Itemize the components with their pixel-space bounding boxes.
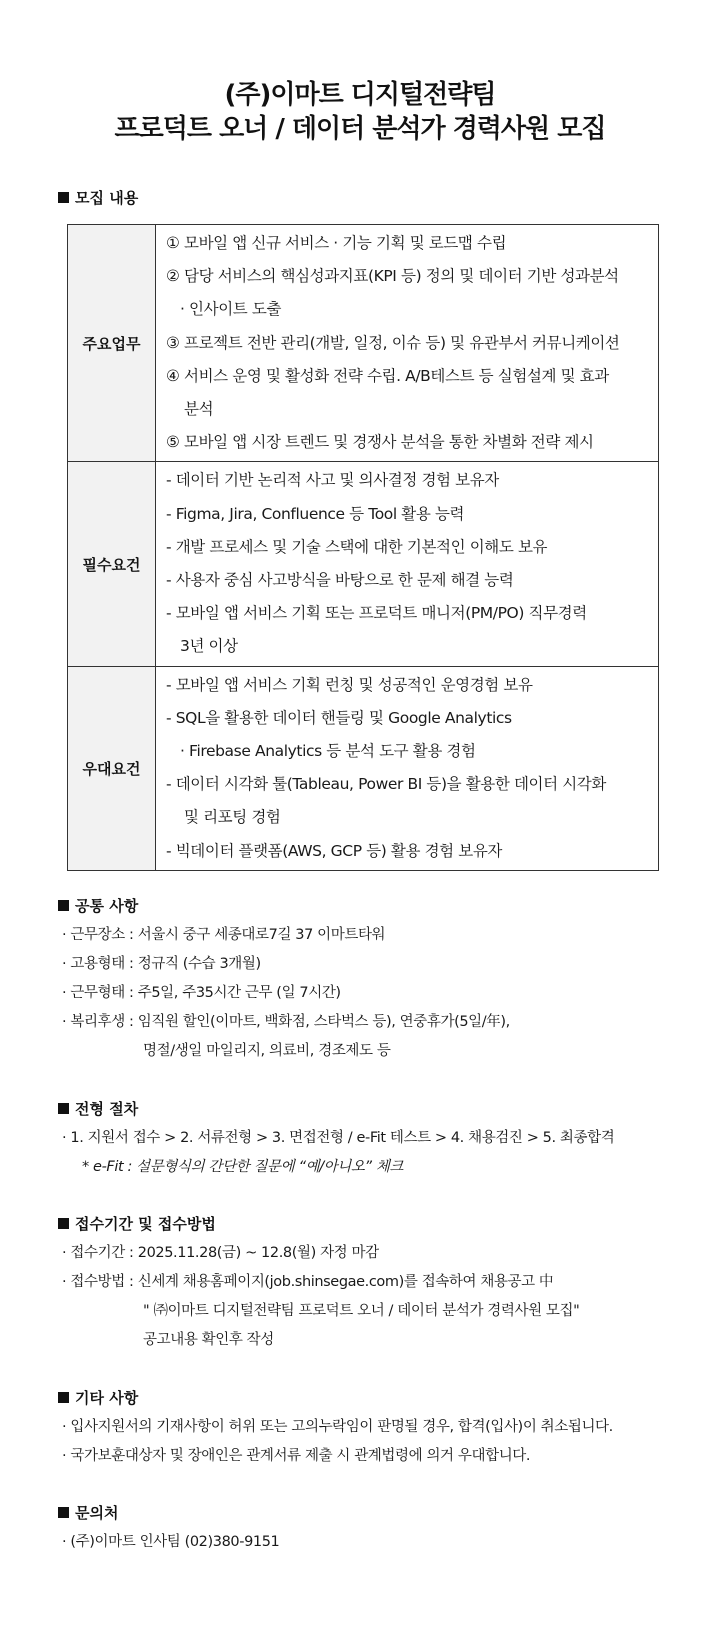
- list-item: · Firebase Analytics 등 분석 도구 활용 경험: [180, 742, 476, 761]
- square-bullet-icon: [58, 1218, 69, 1229]
- table-row-duties: [68, 225, 659, 462]
- section-common-title: 공통 사항: [75, 897, 139, 915]
- section-etc-title: 기타 사항: [75, 1389, 139, 1407]
- section-recruit-heading: [58, 188, 138, 208]
- list-item: · 인사이트 도출: [180, 300, 282, 319]
- etc-line-2: · 국가보훈대상자 및 장애인은 관계서류 제출 시 관계법령에 의거 우대합니다.: [62, 1448, 531, 1464]
- preferred-content: [156, 666, 659, 870]
- list-item: - 빅데이터 플랫폼(AWS, GCP 등) 활용 경험 보유자: [166, 841, 503, 860]
- section-common-heading: [58, 896, 138, 916]
- job-details-table: [67, 224, 659, 871]
- apply-method-cont2: 공고내용 확인후 작성: [143, 1332, 274, 1348]
- common-employment: · 고용형태 : 정규직 (수습 3개월): [62, 956, 261, 972]
- list-item: - Figma, Jira, Confluence 등 Tool 활용 능력: [166, 504, 465, 523]
- list-item: ③ 프로젝트 전반 관리(개발, 일정, 이슈 등) 및 유관부서 커뮤니케이션: [166, 333, 620, 352]
- list-item: - 모바일 앱 서비스 기획 런칭 및 성공적인 운영경험 보유: [166, 675, 533, 694]
- section-contact-heading: [58, 1503, 118, 1523]
- list-item: ② 담당 서비스의 핵심성과지표(KPI 등) 정의 및 데이터 기반 성과분석: [166, 267, 619, 286]
- section-recruit-title: 모집 내용: [75, 189, 139, 207]
- list-item: - 모바일 앱 서비스 기획 또는 프로덕트 매니저(PM/PO) 직무경력: [166, 604, 587, 623]
- section-contact-title: 문의처: [75, 1504, 119, 1522]
- page-title-line2: 프로덕트 오너 / 데이터 분석가 경력사원 모집: [114, 114, 606, 144]
- category-duties: 주요업무: [68, 225, 156, 462]
- apply-method-cont1: " ㈜이마트 디지털전략팀 프로덕트 오너 / 데이터 분석가 경력사원 모집": [143, 1303, 580, 1319]
- square-bullet-icon: [58, 192, 69, 203]
- list-item: 3년 이상: [180, 637, 238, 656]
- list-item: ① 모바일 앱 신규 서비스 · 기능 기획 및 로드맵 수립: [166, 234, 507, 252]
- apply-period: · 접수기간 : 2025.11.28(금) ~ 12.8(월) 자정 마감: [62, 1245, 379, 1261]
- list-item: ④ 서비스 운영 및 활성화 전략 수립. A/B테스트 등 실험설계 및 효과: [166, 366, 609, 385]
- process-note: * e-Fit : 설문형식의 간단한 질문에 “예/아니오” 체크: [82, 1159, 404, 1175]
- section-process-title: 전형 절차: [75, 1100, 139, 1118]
- contact-line: · (주)이마트 인사팀 (02)380-9151: [62, 1534, 280, 1550]
- section-apply-title: 접수기간 및 접수방법: [75, 1215, 216, 1233]
- list-item: 및 리포팅 경험: [184, 808, 281, 827]
- table-row-preferred: [68, 666, 659, 870]
- list-item: - SQL을 활용한 데이터 핸들링 및 Google Analytics: [166, 708, 512, 727]
- list-item: 분석: [184, 400, 214, 419]
- common-schedule: · 근무형태 : 주5일, 주35시간 근무 (일 7시간): [62, 985, 341, 1001]
- apply-method: · 접수방법 : 신세계 채용홈페이지(job.shinsegae.com)를 접속하여 채용공고 中: [62, 1274, 554, 1290]
- square-bullet-icon: [58, 1392, 69, 1403]
- process-steps: · 1. 지원서 접수 > 2. 서류전형 > 3. 면접전형 / e-Fit 테스트 > 4. 채용검진 > 5. 최종합격: [62, 1130, 615, 1146]
- table-row-requirements: [68, 462, 659, 666]
- list-item: - 개발 프로세스 및 기술 스택에 대한 기본적인 이해도 보유: [166, 537, 548, 556]
- common-location: · 근무장소 : 서울시 중구 세종대로7길 37 이마트타워: [62, 927, 386, 943]
- list-item: - 데이터 시각화 툴(Tableau, Power BI 등)을 활용한 데이터 시각화: [166, 775, 606, 794]
- common-benefits-cont: 명절/생일 마일리지, 의료비, 경조제도 등: [143, 1043, 391, 1059]
- page-title-line1: (주)이마트 디지털전략팀: [224, 80, 496, 110]
- etc-line-1: · 입사지원서의 기재사항이 허위 또는 고의누락임이 판명될 경우, 합격(입사)이 취소됩니다.: [62, 1419, 613, 1435]
- square-bullet-icon: [58, 1507, 69, 1518]
- category-requirements: 필수요건: [68, 462, 156, 666]
- square-bullet-icon: [58, 900, 69, 911]
- section-apply-heading: [58, 1214, 216, 1234]
- list-item: - 데이터 기반 논리적 사고 및 의사결정 경험 보유자: [166, 471, 499, 490]
- requirements-content: [156, 462, 659, 666]
- duties-content: [156, 225, 659, 462]
- common-benefits: · 복리후생 : 임직원 할인(이마트, 백화점, 스타벅스 등), 연중휴가(5일/年),: [62, 1014, 510, 1030]
- section-etc-heading: [58, 1388, 138, 1408]
- list-item: ⑤ 모바일 앱 시장 트렌드 및 경쟁사 분석을 통한 차별화 전략 제시: [166, 433, 594, 452]
- category-preferred: 우대요건: [68, 666, 156, 870]
- section-process-heading: [58, 1099, 138, 1119]
- list-item: - 사용자 중심 사고방식을 바탕으로 한 문제 해결 능력: [166, 571, 514, 590]
- square-bullet-icon: [58, 1103, 69, 1114]
